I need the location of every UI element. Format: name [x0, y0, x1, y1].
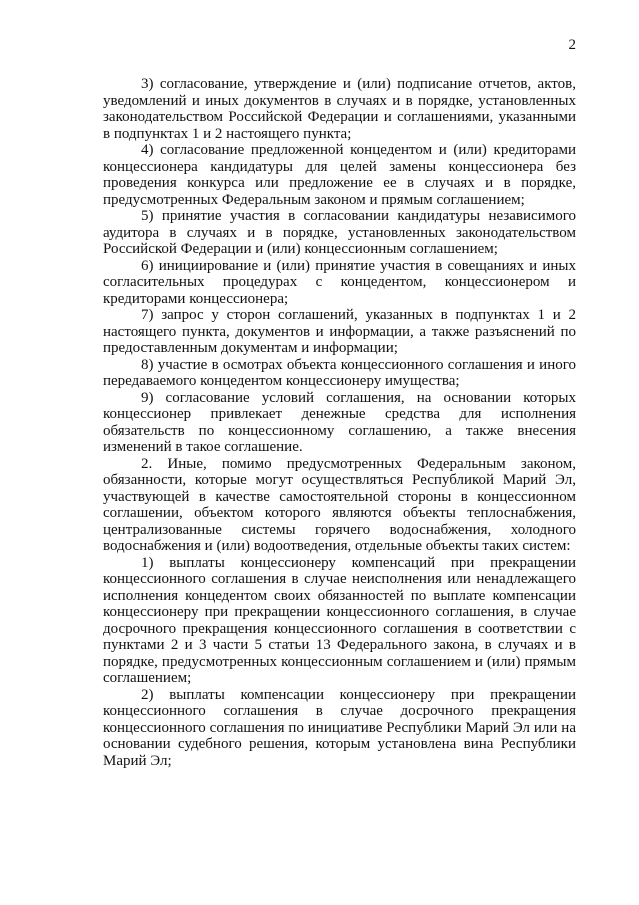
page-number: 2	[568, 37, 576, 53]
paragraph-item-5: 5) принятие участия в согласовании кандидатуры независимого аудитора в случаях и в порядке, установленных законодательством Российской Федерации и (или) концессионным соглашением;	[103, 208, 576, 257]
paragraph-item-6: 6) инициирование и (или) принятие участия в совещаниях и иных согласительных процедурах с концедентом, концессионером и кредиторами концессионера;	[103, 257, 576, 307]
paragraph-item-7: 7) запрос у сторон соглашений, указанных в подпунктах 1 и 2 настоящего пункта, документов и информации, а также разъяснений по предоставленным документам и информации;	[103, 307, 576, 356]
document-body	[103, 76, 576, 769]
paragraph-section-2: 2. Иные, помимо предусмотренных Федеральным законом, обязанности, которые могут осуществляться Республикой Марий Эл, участвующей в качестве самостоятельной стороны в концессионном соглашении, объектом которого являются объекты теплоснабжения, централизованные системы горячего водоснабжения, холодного водоснабжения и (или) водоотведения, отдельные объекты таких систем:	[103, 455, 576, 554]
paragraph-item-9: 9) согласование условий соглашения, на основании которых концессионер привлекает денежные средства для исполнения обязательств по концессионному соглашению, а также внесения изменений в такое соглашение.	[103, 389, 576, 455]
paragraph-item-8: 8) участие в осмотрах объекта концессионного соглашения и иного передаваемого концедентом концессионеру имущества;	[103, 356, 576, 389]
paragraph-subitem-1: 1) выплаты концессионеру компенсаций при прекращении концессионного соглашения в случае неисполнения или ненадлежащего исполнения концедентом своих обязанностей по выплате компенсации концессионеру при прекращении концессионного соглашения, в случае досрочного прекращения концессионного соглашения в соответствии с пунктами 2 и 3 части 5 статьи 13 Федерального закона, в случаях и в порядке, предусмотренных концессионным соглашением и (или) прямым соглашением;	[103, 554, 576, 686]
paragraph-item-3: 3) согласование, утверждение и (или) подписание отчетов, актов, уведомлений и иных документов в случаях и в порядке, установленных законодательством Российской Федерации и соглашениями, указанными в подпунктах 1 и 2 настоящего пункта;	[103, 76, 576, 142]
paragraph-item-4: 4) согласование предложенной концедентом и (или) кредиторами концессионера кандидатуры для целей замены концессионера без проведения конкурса или предложение ее в случаях и в порядке, предусмотренных Федеральным законом и прямым соглашением;	[103, 142, 576, 208]
paragraph-subitem-2: 2) выплаты компенсации концессионеру при прекращении концессионного соглашения в случае досрочного прекращения концессионного соглашения по инициативе Республики Марий Эл или на основании судебного решения, которым установлена вина Республики Марий Эл;	[103, 686, 576, 769]
